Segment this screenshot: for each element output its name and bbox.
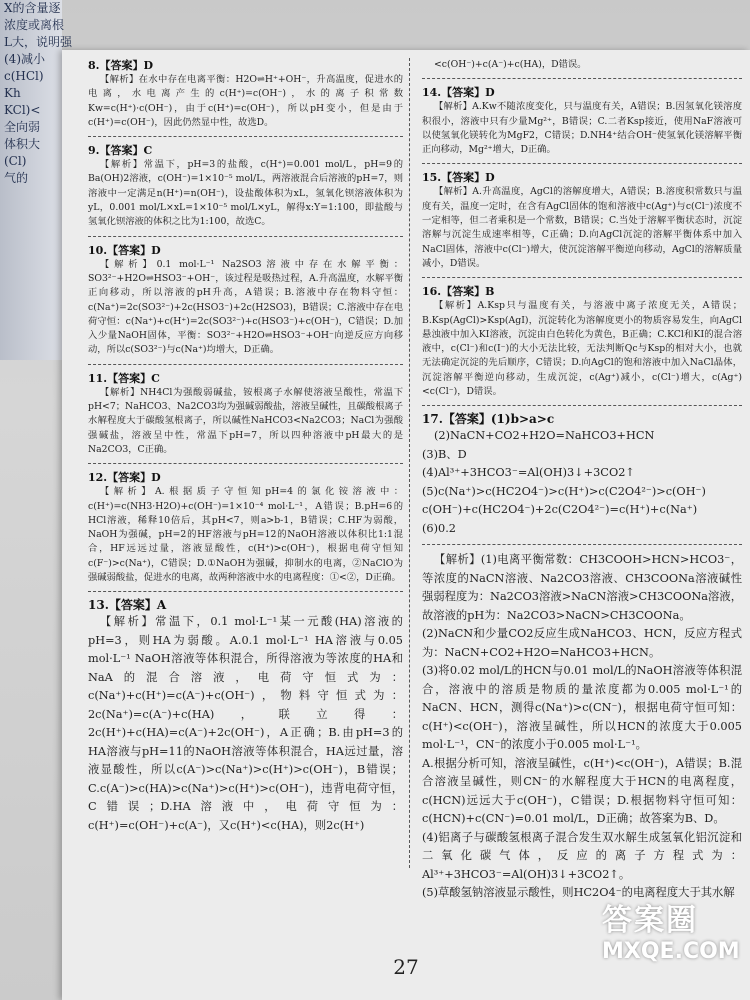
column-divider: [409, 58, 410, 868]
margin-fragment: KCl)<: [4, 103, 41, 117]
answer-heading: 9.【答案】C: [88, 144, 153, 158]
answer-item: [88, 143, 403, 229]
item-separator: [422, 78, 742, 79]
answer-item: [422, 85, 742, 157]
answer-heading: 14.【答案】D: [422, 86, 495, 100]
margin-fragment: L大，说明强: [4, 35, 72, 49]
page-number: 27: [393, 955, 419, 979]
margin-fragment: Kh: [4, 86, 21, 100]
answer-heading: 17.【答案】(1)b>a>c: [422, 412, 555, 427]
answer-item: [422, 58, 742, 72]
answer-explanation: 【解析】A.Kw不随浓度变化，只与温度有关，A错误；B.因氢氧化镁溶度积很小，溶液中只有少量Mg²⁺，B错误；C.二者Ksp接近，使用NaF溶液可以使氢氧化镁转化为MgF2，C错误；D.NH4⁺结合OH⁻使氢氧化镁溶解平衡正向移动，Mg²⁺增大，D正确。: [422, 101, 742, 156]
answer-explanation: 【解析】常温下，pH=3的盐酸，c(H⁺)=0.001 mol/L，pH=9的Ba(OH)2溶液，c(OH⁻)=1×10⁻⁵ mol/L，两溶液混合后溶液的pH=7，则溶液中一定满足n(H⁺)=n(OH⁻)，设盐酸体积为xL，氢氧化钡溶液体积为yL，0.001 mol/L×xL=1×10⁻⁵ mol/L×yL，解得x:Y=1:100，即盐酸与氢氧化钡溶液的体积之比为1:100，故选C。: [88, 159, 403, 228]
left-column: [88, 58, 403, 870]
answer-heading: 13.【答案】A: [88, 598, 167, 613]
answer-heading: 12.【答案】D: [88, 471, 161, 485]
answer-explanation: 【解析】在水中存在电离平衡：H2O⇌H⁺+OH⁻，升高温度，促进水的电离，水电离产生的c(H⁺)=c(OH⁻)，水的离子积常数Kw=c(H⁺)·c(OH⁻)，由于c(H⁺)=c(OH⁻)，所以pH变小，但是由于c(H⁺)=c(OH⁻)，因此仍然显中性，故选D。: [88, 74, 403, 128]
answer-explanation: 【解析】0.1 mol·L⁻¹ Na2SO3溶液中存在水解平衡：SO3²⁻+H2O⇌HSO3⁻+OH⁻，该过程是吸热过程，A.升高温度，水解平衡正向移动，所以溶液的pH升高，A错误；B.溶液中存在物料守恒：c(Na⁺)=2c(SO3²⁻)+2c(HSO3⁻)+2c(H2SO3)，B错误；C.溶液中存在电荷守恒：c(Na⁺)+c(H⁺)=2c(SO3²⁻)+c(HSO3⁻)+c(OH⁻)，C错误；D.加入少量NaOH固体，平衡：SO3²⁻+H2O⇌HSO3⁻+OH⁻向逆反应方向移动，所以c(SO3²⁻)与c(Na⁺)均增大，D正确。: [88, 258, 403, 356]
answer-item: [88, 470, 403, 585]
margin-fragment: (4)减小: [4, 52, 45, 66]
item-separator: [88, 364, 403, 365]
item-separator: [88, 236, 403, 237]
answer-explanation: 【解析】常温下，0.1 mol·L⁻¹某一元酸(HA)溶液的pH=3，则HA为弱酸。A.0.1 mol·L⁻¹ HA溶液与0.05 mol·L⁻¹ NaOH溶液等体积混合，所得溶液为等浓度的HA和NaA的混合溶液，电荷守恒式为：c(Na⁺)+c(H⁺)=c(A⁻)+c(OH⁻)，物料守恒式为：2c(Na⁺)=c(A⁻)+c(HA)，联立得：2c(H⁺)+c(HA)=c(A⁻)+2c(OH⁻)，A正确；B.由pH=3的HA溶液与pH=11的NaOH溶液等体积混合，HA远过量，溶液显酸性，所以c(A⁻)>c(Na⁺)>c(H⁺)>c(OH⁻)，B错误；C.c(A⁻)>c(HA)>c(Na⁺)>c(H⁺)>c(OH⁻)，违背电荷守恒，C错误；D.HA溶液中，电荷守恒为：c(H⁺)=c(OH⁻)+c(A⁻)，又c(H⁺)<c(HA)，则2c(H⁺): [88, 615, 403, 832]
answer-page: [62, 50, 750, 1000]
answer-item: [422, 284, 742, 399]
watermark-logo: 答案圈: [602, 903, 698, 938]
answer-heading: 8.【答案】D: [88, 59, 154, 72]
answer-explanation: 【解析】A.升高温度，AgCl的溶解度增大，A错误；B.溶度积常数只与温度有关，温度一定时，在含有AgCl固体的饱和溶液中c(Ag⁺)与c(Cl⁻)浓度不一定相等，但二者乘积是一个常数，B错误；C.当处于溶解平衡状态时，沉淀溶解与沉淀生成速率相等，C正确；D.向AgCl沉淀的溶解平衡体系中加入NaCl固体，溶液中c(Cl⁻)增大，使沉淀溶解平衡逆向移动，AgCl的溶解质量减小，D错误。: [422, 186, 742, 269]
answer-explanation: 【解析】A.根据质子守恒知pH=4的氯化铵溶液中：c(H⁺)=c(NH3·H2O)+c(OH⁻)=1×10⁻⁴ mol·L⁻¹，A错误；B.pH=6的HCl溶液，稀释10倍后，其pH<7，则a>b-1，B错误；C.HF为弱酸，NaOH为强碱，pH=2的HF溶液与pH=12的NaOH溶液以体积比1:1混合，HF远远过量，溶液显酸性，c(H⁺)>c(OH⁻)，根据电荷守恒知c(F⁻)>c(Na⁺)，C错误；D.①NaOH为强碱，抑制水的电离，②NaClO为强碱弱酸盐，促进水的电离，故两种溶液中水的电离程度：①<②，D正确。: [88, 486, 403, 584]
item-separator: [422, 163, 742, 164]
answer-explanation: <c(OH⁻)+c(A⁻)+c(HA)，D错误。: [434, 59, 587, 70]
answer-item: [422, 551, 742, 903]
answer-heading: 15.【答案】D: [422, 171, 495, 185]
answer-explanation: 【解析】A.Ksp只与温度有关，与溶液中离子浓度无关，A错误；B.Ksp(AgCl)>Ksp(AgI)，沉淀转化为溶解度更小的物质容易发生，向AgCl悬浊液中加入KI溶液，沉淀由白色转化为黄色，B正确；C.KCl和KI的混合溶液中，c(Cl⁻)和c(I⁻)的大小无法比较，无法判断Qc与Ksp的相对大小，也就无法确定沉淀的先后顺序，C错误；D.向AgCl的饱和溶液中加入NaCl晶体，沉淀溶解平衡逆向移动，生成沉淀，c(Ag⁺)减小，c(Cl⁻)增大，c(Ag⁺)<c(Cl⁻)，D错误。: [422, 300, 742, 398]
margin-fragment: 全向弱: [4, 120, 41, 134]
answer-item: [88, 243, 403, 358]
watermark-url: MXQE.COM: [602, 939, 740, 964]
item-separator: [88, 591, 403, 592]
right-column: [422, 58, 742, 900]
answer-item: [88, 598, 403, 835]
answer-item: [88, 58, 403, 130]
margin-fragment: X的含量逐: [4, 1, 61, 15]
answer-explanation: 【解析】(1)电离平衡常数：CH3COOH>HCN>HCO3⁻，等浓度的NaCN溶液、Na2CO3溶液、CH3COONa溶液碱性强弱程度为：Na2CO3溶液>NaCN溶液>CH3COONa溶液，故溶液的pH为：Na2CO3>NaCN>CH3COONa。 (2)NaCN和少量CO2反应生成NaHCO3、HCN，反应方程式为：NaCN+CO2+H2O=NaHCO3+HCN。 (3)将0.02 mol/L的HCN与0.01 mol/L的NaOH溶液等体积混合，溶液中的溶质是物质的量浓度都为0.005 mol·L⁻¹的NaCN、HCN，测得c(Na⁺)>c(CN⁻)，根据电荷守恒可知：c(H⁺)<c(OH⁻)，溶液呈碱性，所以HCN的浓度大于0.005 mol·L⁻¹，CN⁻的浓度小于0.005 mol·L⁻¹。 A.根据分析可知，溶液呈碱性，c(H⁺)<c(OH⁻)，A错误；B.混合溶液呈碱性，则CN⁻的水解程度大于HCN的电离程度，c(HCN)远远大于c(OH⁻)，C错误；D.根据物料守恒可知：c(HCN)+c(CN⁻)=0.01 mol/L，D正确；故答案为B、D。 (4)铝离子与碳酸氢根离子混合发生双水解生成氢氧化铝沉淀和二氧化碳气体，反应的离子方程式为：Al³⁺+3HCO3⁻=Al(OH)3↓+3CO2↑。 (5)草酸氢钠溶液显示酸性，则HC2O4⁻的电离程度大于其水解: [422, 553, 742, 900]
margin-fragment: 气的: [4, 171, 29, 185]
answer-heading: 10.【答案】D: [88, 243, 161, 257]
margin-fragment: c(HCl): [4, 69, 44, 83]
answer-item: [88, 371, 403, 457]
item-separator: [422, 544, 742, 545]
item-separator: [88, 463, 403, 464]
item-separator: [422, 405, 742, 406]
answer-explanation: 【解析】NH4Cl为强酸弱碱盐，铵根离子水解使溶液呈酸性，常温下pH<7；NaHCO3、Na2CO3均为强碱弱酸盐，溶液呈碱性，且碳酸根离子水解程度大于碳酸氢根离子，所以碱性NaHCO3<Na2CO3；NaCl为强酸强碱盐，溶液呈中性，常温下pH=7，所以四种溶液中pH最大的是Na2CO3，C正确。: [88, 386, 403, 455]
answer-explanation: (2)NaCN+CO2+H2O=NaHCO3+HCN (3)B、D (4)Al³⁺+3HCO3⁻=Al(OH)3↓+3CO2↑ (5)c(Na⁺)>c(HC2O4⁻)>c(H⁺)>c(C2O4²⁻)>c(OH⁻) c(OH⁻)+c(HC2O4⁻)+2c(C2O4²⁻)=c(H⁺)+c(Na⁺) (6)0.2: [422, 429, 706, 535]
item-separator: [88, 136, 403, 137]
answer-item: [422, 170, 742, 271]
margin-fragment: 体积大: [4, 137, 41, 151]
adjacent-page-margin: [0, 0, 72, 360]
watermark: [602, 895, 742, 985]
margin-fragment: (Cl): [4, 154, 27, 168]
answer-heading: 16.【答案】B: [422, 285, 495, 299]
answer-heading: 11.【答案】C: [88, 371, 160, 385]
margin-fragment: 浓度或离根: [4, 18, 65, 32]
item-separator: [422, 277, 742, 278]
answer-item: [422, 412, 742, 538]
